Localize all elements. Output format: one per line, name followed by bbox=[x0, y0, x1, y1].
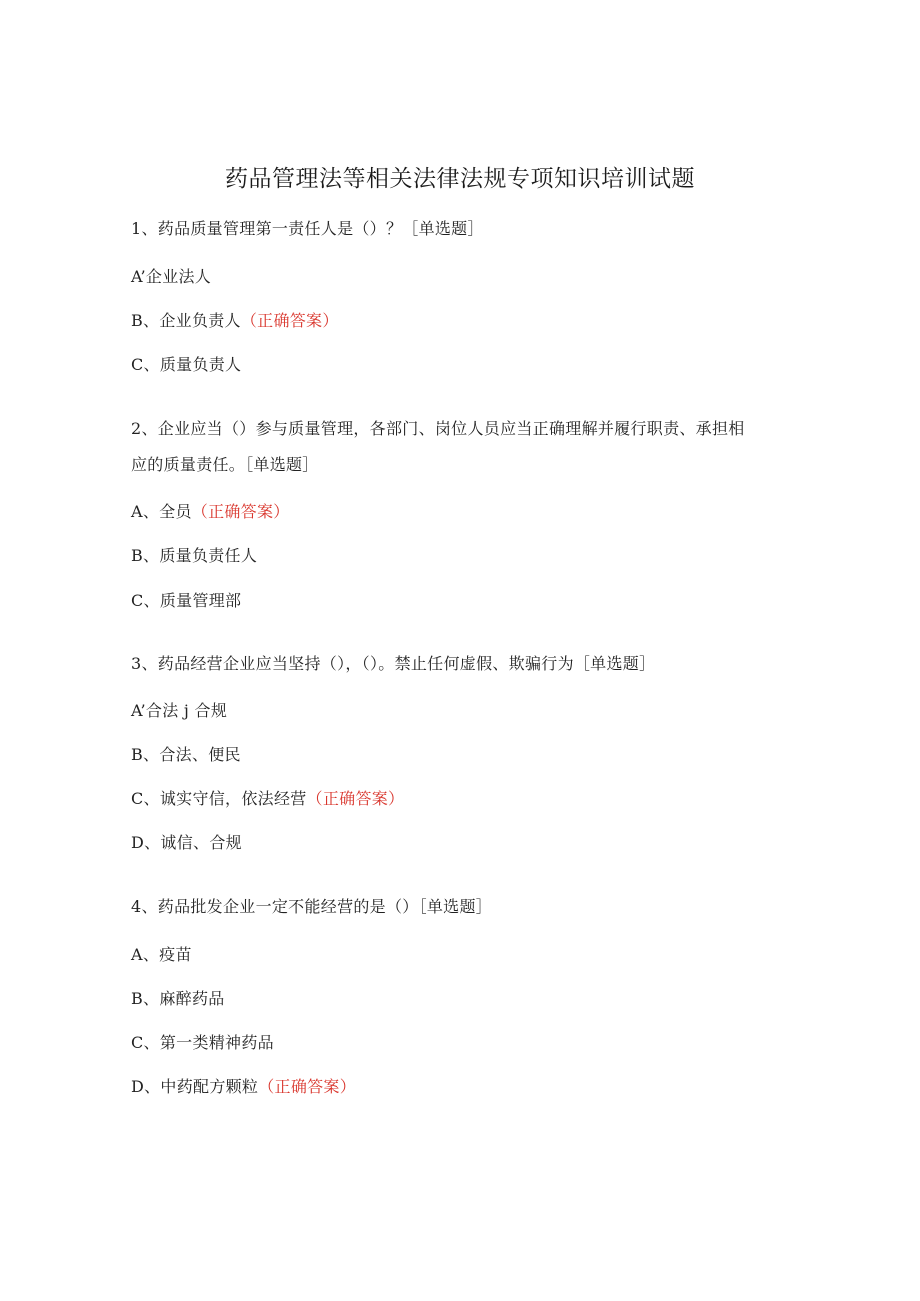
correct-answer-mark: （正确答案） bbox=[240, 311, 339, 330]
question-2-option-c bbox=[131, 591, 241, 611]
option-text: A’合法 j 合规 bbox=[131, 701, 228, 720]
option-text: A、全员 bbox=[131, 502, 192, 521]
question-3-stem: 3、药品经营企业应当坚持（），（）。禁止任何虚假、欺骗行为［单选题］ bbox=[131, 654, 656, 673]
option-text: A、疫苗 bbox=[131, 945, 192, 964]
correct-answer-mark: （正确答案） bbox=[306, 789, 405, 808]
question-4-option-a bbox=[131, 945, 192, 965]
question-3-option-c bbox=[131, 789, 404, 809]
correct-answer-mark: （正确答案） bbox=[191, 502, 290, 521]
option-text: B、质量负责任人 bbox=[131, 546, 258, 565]
question-1-option-c bbox=[131, 355, 241, 375]
question-2-option-b bbox=[131, 546, 257, 566]
question-4-option-d bbox=[131, 1077, 356, 1097]
option-text: A’企业法人 bbox=[131, 267, 212, 286]
option-text: B、企业负责人 bbox=[131, 311, 241, 330]
question-4-stem: 4、药品批发企业一定不能经营的是（）［单选题］ bbox=[131, 897, 493, 916]
option-text: C、质量管理部 bbox=[131, 591, 242, 610]
question-3-option-d bbox=[131, 833, 242, 853]
correct-answer-mark: （正确答案） bbox=[258, 1077, 357, 1096]
question-4-option-b bbox=[131, 989, 225, 1009]
option-text: C、质量负责人 bbox=[131, 355, 242, 374]
option-text: B、麻醉药品 bbox=[131, 989, 225, 1008]
question-2-stem-line-2: 应的质量责任。［单选题］ bbox=[131, 455, 319, 474]
option-text: C、第一类精神药品 bbox=[131, 1033, 274, 1052]
question-1-option-a bbox=[131, 267, 211, 287]
question-2-stem-line-1: 2、企业应当（）参与质量管理，各部门、岗位人员应当正确理解并履行职责、承担相 bbox=[131, 419, 745, 438]
question-1-option-b bbox=[131, 311, 339, 331]
question-3-option-a bbox=[131, 701, 227, 721]
question-1-stem: 1、药品质量管理第一责任人是（）？［单选题］ bbox=[131, 219, 484, 238]
question-2-option-a bbox=[131, 502, 290, 522]
option-text: B、合法、便民 bbox=[131, 745, 241, 764]
option-text: D、诚信、合规 bbox=[131, 833, 242, 852]
question-4-option-c bbox=[131, 1033, 274, 1053]
option-text: D、中药配方颗粒 bbox=[131, 1077, 259, 1096]
question-3-option-b bbox=[131, 745, 241, 765]
page-title: 药品管理法等相关法律法规专项知识培训试题 bbox=[225, 166, 695, 192]
option-text: C、诚实守信，依法经营 bbox=[131, 789, 307, 808]
